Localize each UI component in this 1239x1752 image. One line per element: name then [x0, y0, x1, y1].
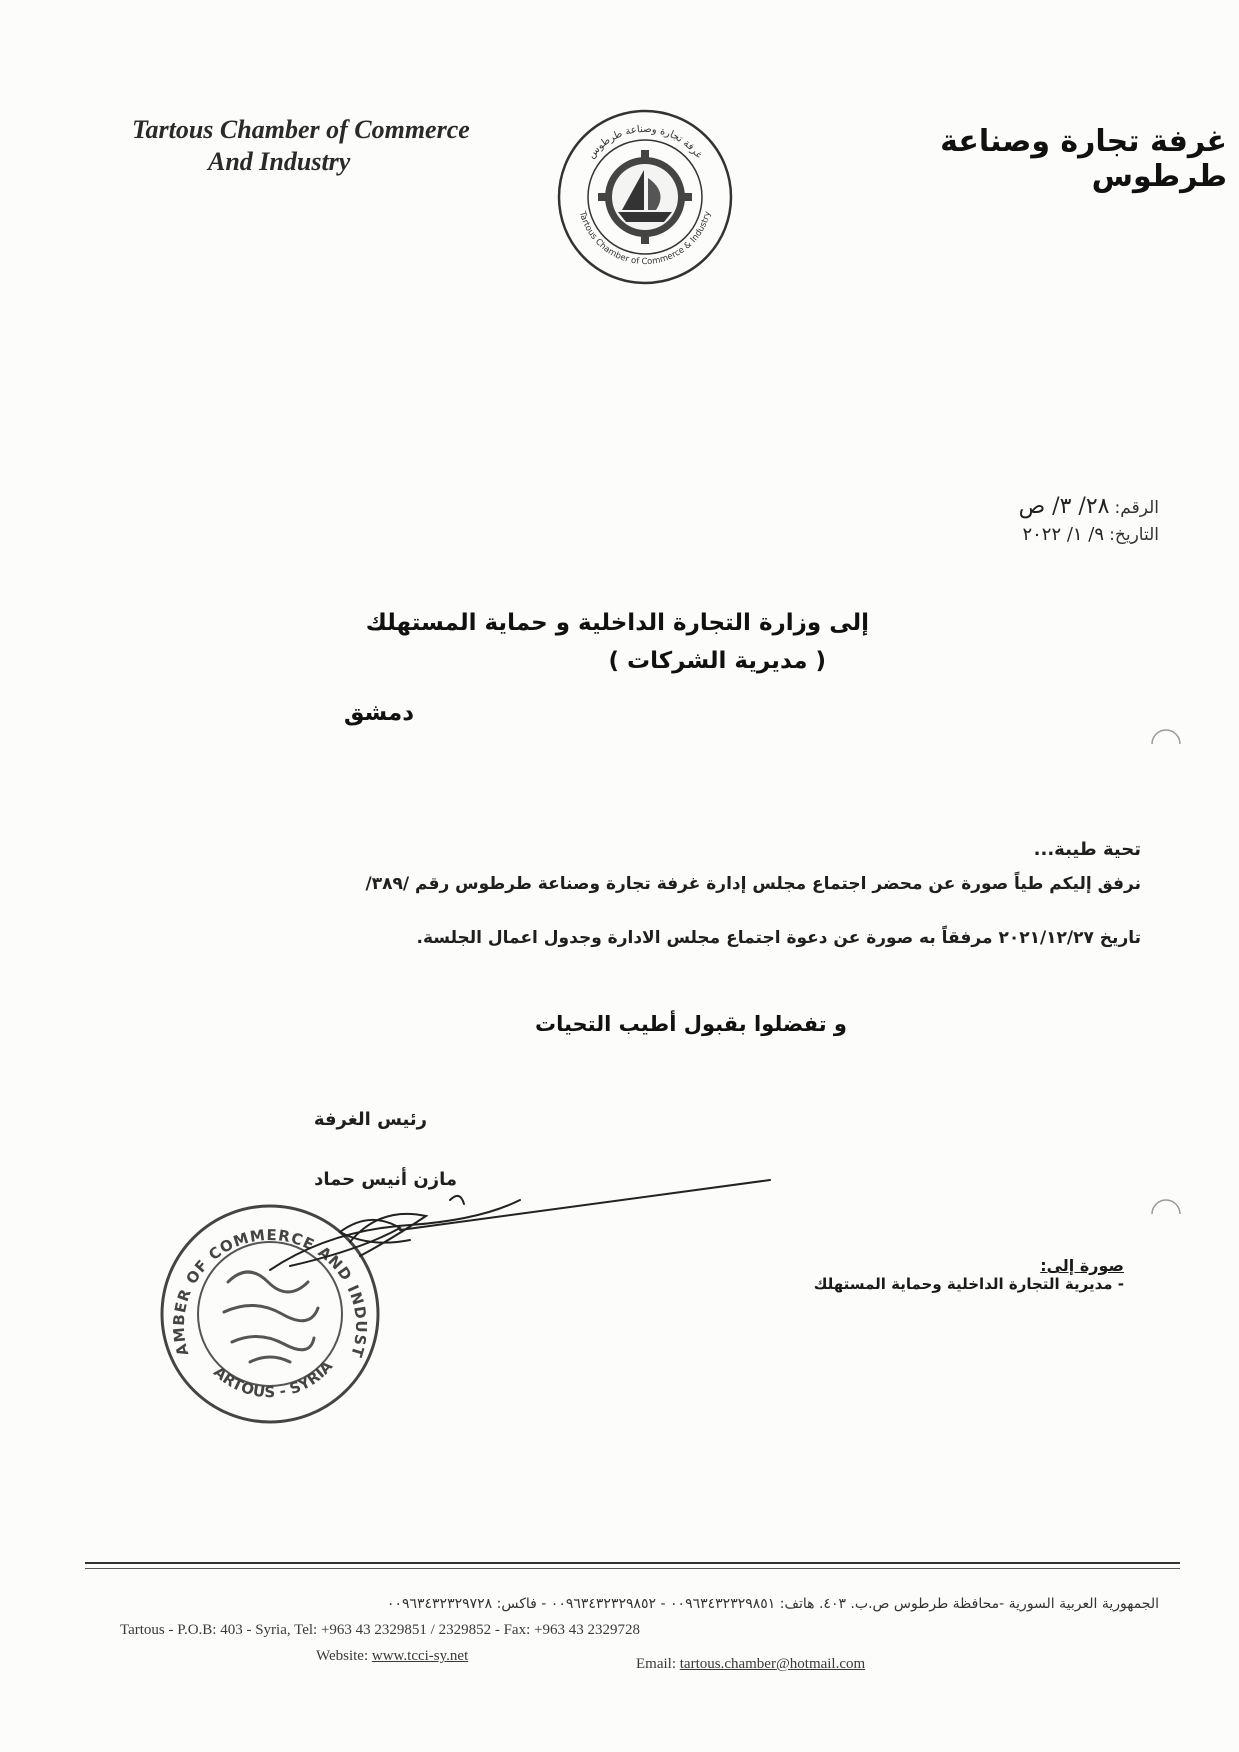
reference-date-value: ٩/ ١/ ٢٠٢٢ — [1022, 524, 1105, 545]
footer-english-address: Tartous - P.O.B: 403 - Syria, Tel: +963 43 2329851 / 2329852 - Fax: +963 43 2329728 — [120, 1622, 640, 1638]
email-label: Email: — [636, 1656, 676, 1672]
website-label: Website: — [316, 1648, 369, 1664]
english-org-line1: Tartous Chamber of Commerce — [132, 115, 470, 144]
closing-line: و تفضلوا بقبول أطيب التحيات — [534, 1012, 847, 1036]
logo-ring-english: Tartous Chamber of Commerce & Industry — [576, 210, 714, 268]
copy-to-block — [724, 1256, 1124, 1293]
footer-arabic-address: الجمهورية العربية السورية -محافظة طرطوس ص.ب. ٤٠٣. هاتف: ٠٠٩٦٣٤٣٢٣٢٩٨٥١ - ٠٠٩٦٣٤٣٢٣٢٩٨٥٢ - فاكس: ٠٠٩٦٣٤٣٢٣٢٩٧٢٨ — [386, 1596, 1159, 1612]
footer-website — [316, 1648, 468, 1665]
copy-to-recipient: - مديرية التجارة الداخلية وحماية المستهلك — [813, 1275, 1124, 1293]
punch-hole-mark — [1148, 1188, 1184, 1224]
body-paragraph-line1: نرفق إليكم طياً صورة عن محضر اجتماع مجلس إدارة غرفة تجارة وصناعة طرطوس رقم /٣٨٩/ — [365, 874, 1141, 894]
reference-number-label: الرقم: — [1114, 498, 1159, 518]
addressee-city: دمشق — [343, 700, 414, 726]
greeting: تحية طيبة... — [1033, 839, 1141, 860]
body-paragraph-line2: تاريخ ٢٠٢١/١٢/٢٧ مرفقاً به صورة عن دعوة اجتماع مجلس الادارة وجدول اعمال الجلسة. — [416, 928, 1141, 948]
stamp-outer-text: AMBER OF COMMERCE AND INDUST — [169, 1225, 371, 1361]
logo-ring-arabic: غرفة تجارة وصناعة طرطوس — [586, 123, 704, 161]
chamber-logo — [556, 108, 734, 286]
reference-block — [859, 494, 1159, 554]
handwritten-signature — [250, 1170, 780, 1290]
english-org-name — [132, 114, 470, 178]
addressee-line1: إلى وزارة التجارة الداخلية و حماية المستهلك — [365, 610, 869, 636]
stamp-bottom-text: ARTOUS - SYRIA — [210, 1357, 337, 1402]
copy-to-label: صورة إلى: — [1040, 1256, 1124, 1275]
reference-date-label: التاريخ: — [1109, 525, 1159, 545]
signatory-name: مازن أنيس حماد — [314, 1169, 457, 1190]
website-link[interactable]: www.tcci-sy.net — [371, 1648, 469, 1664]
footer-email — [636, 1656, 865, 1673]
punch-hole-mark — [1148, 718, 1184, 754]
footer-rule-top — [85, 1562, 1180, 1564]
email-link[interactable]: tartous.chamber@hotmail.com — [679, 1656, 866, 1672]
arabic-org-name: غرفة تجارة وصناعة طرطوس — [940, 124, 1227, 194]
signatory-title: رئيس الغرفة — [313, 1109, 427, 1130]
english-org-line2: And Industry — [208, 147, 351, 176]
addressee-line2: ( مديرية الشركات ) — [608, 648, 826, 674]
footer-rule-bottom — [85, 1568, 1180, 1569]
reference-number-value: ٢٨/ ٣/ ص — [1018, 494, 1110, 519]
